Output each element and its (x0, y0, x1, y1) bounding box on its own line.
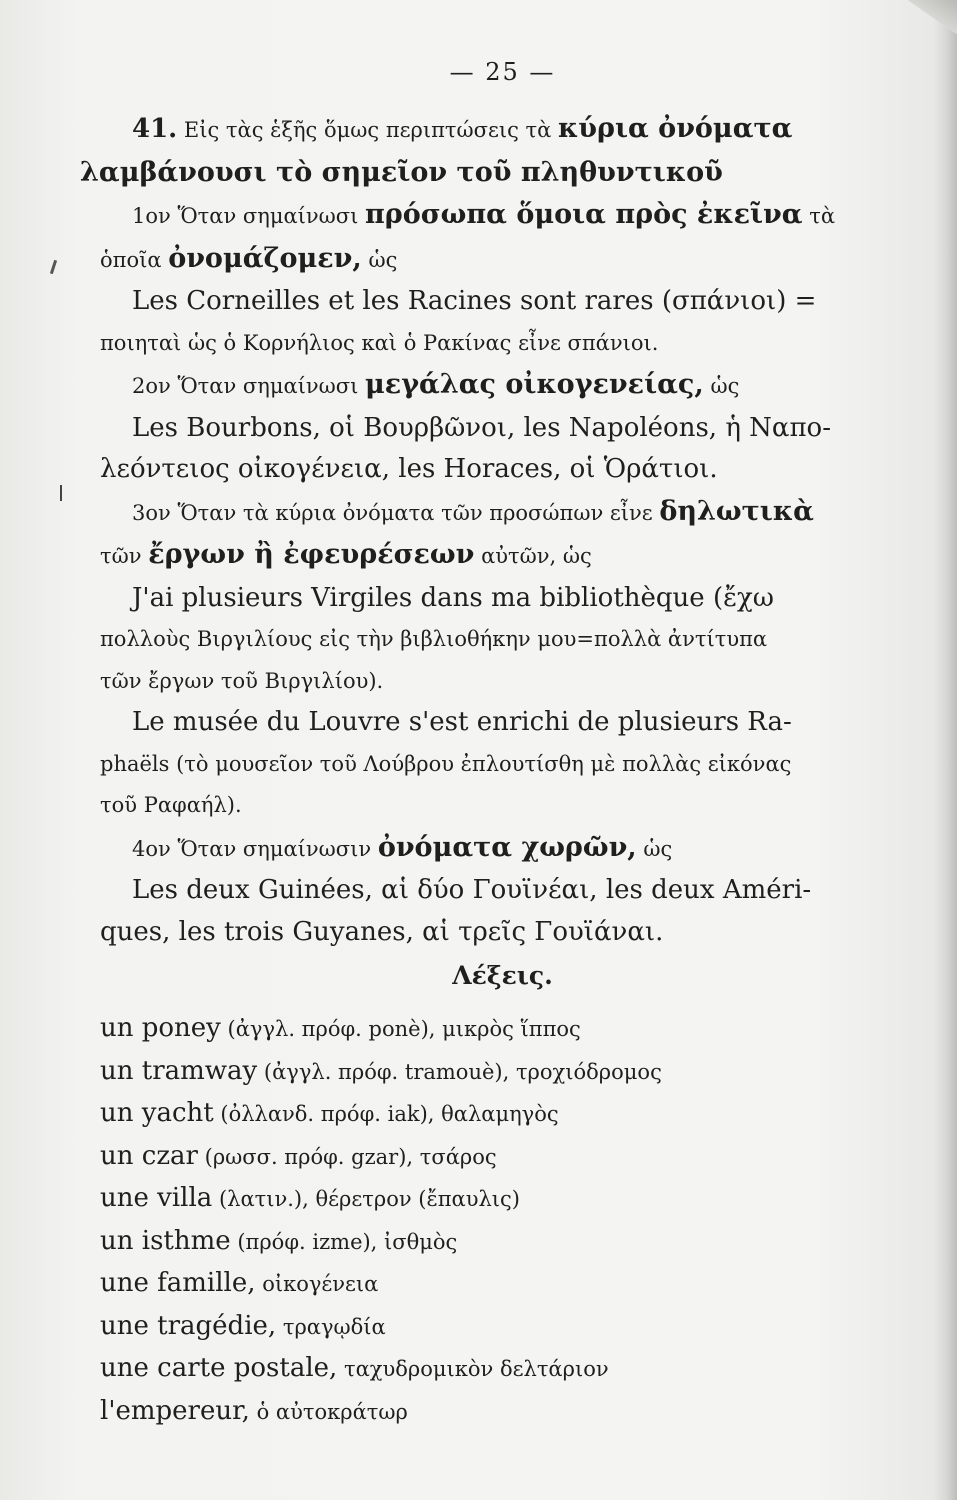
vocab-french: une carte postale, (100, 1353, 338, 1383)
vocab-greek: (ἀγγλ. πρόφ. tramouè), τροχιόδρομος (257, 1059, 662, 1084)
case-text: τὰ (802, 204, 836, 228)
vocabulary-item (100, 1263, 905, 1306)
vocab-french: un isthme (100, 1225, 231, 1256)
vocabulary-item (100, 1136, 905, 1179)
vocab-greek: τραγῳδία (276, 1314, 386, 1339)
vocabulary-title: Λέξεις. (452, 961, 553, 990)
rule-bold-text: κύρια ὀνόματα (558, 113, 793, 144)
case-bold-text: ἔργων ἢ ἐφευρέσεων (148, 539, 475, 570)
case-1-example-french: Les Corneilles et les Racines sont rares (σπάνιοι) = (132, 286, 817, 316)
vocabulary-item (100, 1008, 905, 1051)
vocab-greek: (ρωσσ. πρόφ. gzar), τσάρος (197, 1144, 497, 1169)
vocab-french: l'empereur, (100, 1395, 250, 1426)
case-text: ὁποῖα (100, 247, 169, 272)
margin-mark (60, 485, 62, 501)
page-corner-fold (897, 0, 957, 34)
vocabulary-item (100, 1093, 905, 1136)
rule-number: 41. (132, 114, 178, 144)
rule-41-line-1 (100, 108, 905, 152)
case-3-example-2-line-1: Le musée du Louvre s'est enrichi de plusieurs Ra- (132, 707, 792, 737)
case-text: ὡς (703, 374, 740, 398)
case-bold-text: δηλωτικὰ (659, 495, 814, 527)
case-1-line-1 (100, 194, 905, 238)
rule-41-line-2 (80, 152, 905, 195)
case-text: 1ον Ὅταν σημαίνωσι (132, 204, 366, 228)
vocabulary-item (100, 1051, 905, 1094)
case-3-example-2-line-3: τοῦ Ραφαήλ). (100, 793, 242, 817)
case-text: ὡς (636, 836, 673, 861)
vocab-french: un tramway (100, 1055, 258, 1086)
vocab-french: une villa (100, 1183, 213, 1213)
case-1-line-2 (100, 238, 905, 282)
vocab-greek: ὁ αὐτοκράτωρ (249, 1399, 408, 1424)
case-text: αὐτῶν, ὡς (474, 544, 592, 568)
vocab-french: un poney (100, 1013, 221, 1043)
case-3-example-1-line-1: J'ai plusieurs Virgiles dans ma bibliothèque (ἔχω (132, 582, 774, 613)
vocab-french: une famille, (100, 1268, 256, 1298)
case-1-example-greek: ποιηταὶ ὡς ὁ Κορνήλιος καὶ ὁ Ρακίνας εἶνε σπάνιοι. (100, 330, 659, 355)
case-bold-text: μεγάλας οἰκογενείας, (365, 369, 704, 400)
vocabulary-item (100, 1348, 905, 1391)
case-3-example-2-line-2: phaëls (τὸ μουσεῖον τοῦ Λούβρου ἐπλουτίσθη μὲ πολλὰς εἰκόνας (100, 751, 792, 776)
vocabulary-item (100, 1178, 905, 1221)
case-3-example-1-line-3: τῶν ἔργων τοῦ Βιργιλίου). (100, 668, 384, 693)
case-3-line-1 (100, 491, 905, 535)
case-3-example-1-line-2: πολλοὺς Βιργιλίους εἰς τὴν βιβλιοθήκην μου=πολλὰ ἀντίτυπα (100, 627, 768, 651)
vocab-french: un czar (100, 1140, 198, 1171)
rule-text: Εἰς τὰς ἑξῆς ὅμως περιπτώσεις τὰ (177, 118, 559, 142)
case-bold-text: πρόσωπα ὅμοια πρὸς ἐκεῖνα (365, 199, 803, 230)
vocabulary-list (100, 1008, 905, 1433)
vocab-greek: οἰκογένεια (255, 1272, 379, 1296)
case-bold-text: ὀνομάζομεν, (168, 242, 362, 274)
case-bold-text: ὀνόματα χωρῶν, (377, 831, 637, 863)
vocab-greek: (ὀλλανδ. πρόφ. iak), θαλαμηγὸς (213, 1102, 559, 1126)
page-text (80, 58, 905, 1433)
vocab-greek: (λατιν.), θέρετρον (ἔπαυλις) (212, 1187, 520, 1211)
vocab-french: un yacht (100, 1098, 214, 1128)
vocab-french: une tragédie, (100, 1310, 277, 1341)
vocabulary-item (100, 1221, 905, 1264)
case-3-line-2 (100, 534, 905, 578)
rule-bold-text: λαμβάνουσι τὸ σημεῖον τοῦ πληθυντικοῦ (80, 156, 723, 188)
case-text: 2ον Ὅταν σημαίνωσι (132, 374, 366, 398)
vocab-greek: (πρόφ. izme), ἰσθμὸς (230, 1229, 458, 1254)
page-number: — 25 — (449, 58, 556, 86)
case-2-example-line-2: λεόντειος οἰκογένεια, les Horaces, οἱ Ὁράτιοι. (100, 454, 718, 484)
vocab-greek: (ἀγγλ. πρόφ. ponè), μικρὸς ἵππος (220, 1017, 581, 1041)
vocabulary-item (100, 1306, 905, 1349)
margin-mark (50, 260, 57, 274)
case-2-line-1 (100, 364, 905, 408)
case-text: τῶν (100, 544, 149, 568)
case-text: 4ον Ὅταν σημαίνωσιν (132, 836, 378, 861)
case-4-example-line-2: ques, les trois Guyanes, αἱ τρεῖς Γουϊάναι. (100, 916, 664, 947)
case-text: ὡς (361, 247, 398, 272)
vocabulary-item (100, 1391, 905, 1434)
case-2-example-line-1: Les Bourbons, οἱ Βουρβῶνοι, les Napoléons, ἡ Ναπο- (132, 412, 831, 443)
case-4-example-line-1: Les deux Guinées, αἱ δύο Γουϊνέαι, les deux Améri- (132, 875, 812, 905)
page-edge-shadow (933, 0, 957, 1500)
case-text: 3ον Ὅταν τὰ κύρια ὀνόματα τῶν προσώπων εἶνε (132, 500, 660, 525)
vocab-greek: ταχυδρομικὸν δελτάριον (337, 1357, 609, 1381)
case-4-line-1 (100, 827, 905, 871)
